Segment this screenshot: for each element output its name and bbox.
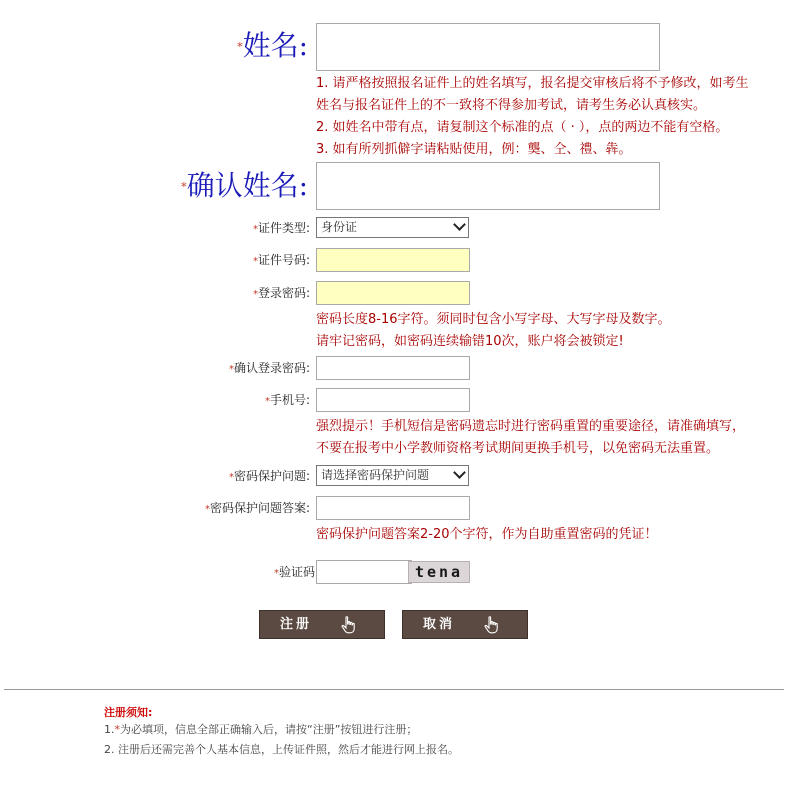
- password-note-1: 密码长度8-16字符。须同时包含小写字母、大写字母及数字。: [316, 312, 671, 327]
- password-label: [253, 285, 310, 303]
- captcha-image[interactable]: tena: [408, 561, 470, 583]
- required-mark: *: [264, 396, 270, 407]
- captcha-label-text: 验证码: [278, 565, 315, 579]
- id-number-label: [253, 252, 310, 270]
- id-type-label-text: 证件类型:: [257, 221, 310, 235]
- captcha-label: [274, 564, 315, 582]
- security-question-selected: 请选择密码保护问题: [321, 468, 430, 482]
- security-answer-label: [205, 500, 310, 518]
- id-type-selected: 身份证: [321, 220, 358, 234]
- pointer-hand-icon: [483, 616, 499, 634]
- id-type-label: [253, 220, 310, 238]
- required-mark: *: [114, 723, 120, 736]
- cancel-button-label: 取消: [423, 617, 456, 632]
- required-mark: *: [228, 364, 234, 375]
- security-question-select[interactable]: [316, 465, 469, 486]
- security-answer-note: 密码保护问题答案2-20个字符，作为自助重置密码的凭证！: [316, 527, 658, 542]
- name-note-2: 姓名与报名证件上的不一致将不得参加考试，请考生务必认真核实。: [316, 98, 707, 113]
- confirm-password-label-text: 确认登录密码:: [233, 361, 310, 375]
- footer-line-1-text: 为必填项，信息全部正确输入后，请按“注册”按钮进行注册；: [120, 723, 418, 736]
- password-label-text: 登录密码:: [257, 286, 310, 300]
- chevron-down-icon: [453, 466, 466, 479]
- name-label-text: 姓名:: [242, 29, 308, 62]
- required-mark: *: [252, 256, 258, 267]
- name-note-3: 2. 如姓名中带有点，请复制这个标准的点（ · ），点的两边不能有空格。: [316, 120, 729, 135]
- id-number-label-text: 证件号码:: [257, 253, 310, 267]
- name-note-1: 1. 请严格按照报名证件上的姓名填写，报名提交审核后将不予修改，如考生: [316, 76, 749, 91]
- id-number-input[interactable]: [316, 248, 470, 272]
- security-answer-label-text: 密码保护问题答案:: [209, 501, 310, 515]
- register-button[interactable]: [259, 610, 385, 639]
- cancel-button[interactable]: [402, 610, 528, 639]
- id-type-select[interactable]: [316, 217, 469, 238]
- phone-label: [265, 392, 310, 410]
- phone-label-text: 手机号:: [269, 393, 310, 407]
- confirm-name-label: [181, 169, 308, 205]
- phone-note-2: 不要在报考中小学教师资格考试期间更换手机号，以免密码无法重置。: [316, 441, 720, 456]
- required-mark: *: [273, 568, 279, 579]
- confirm-name-input[interactable]: [316, 162, 660, 210]
- footer-title: 注册须知:: [104, 706, 153, 719]
- captcha-input[interactable]: [316, 560, 412, 584]
- phone-input[interactable]: [316, 388, 470, 412]
- required-mark: *: [252, 224, 258, 235]
- register-button-label: 注册: [280, 617, 313, 632]
- password-input[interactable]: [316, 281, 470, 305]
- required-mark: *: [204, 504, 210, 515]
- footer-divider: [4, 689, 784, 690]
- required-mark: *: [237, 40, 243, 54]
- name-note-4: 3. 如有所列抓僻字请粘贴使用，例：龑、仝、禮、犇。: [316, 142, 632, 157]
- name-label: [237, 29, 308, 65]
- footer-line-1: [104, 721, 417, 737]
- password-note-2: 请牢记密码，如密码连续输错10次，账户将会被锁定!: [316, 334, 624, 349]
- confirm-name-label-text: 确认姓名:: [186, 169, 308, 202]
- confirm-password-label: [229, 360, 310, 378]
- pointer-hand-icon: [340, 616, 356, 634]
- footer-line-2: 2. 注册后还需完善个人基本信息，上传证件照，然后才能进行网上报名。: [104, 743, 459, 756]
- security-answer-input[interactable]: [316, 496, 470, 520]
- name-input[interactable]: [316, 23, 660, 71]
- required-mark: *: [181, 180, 187, 194]
- required-mark: *: [228, 472, 234, 483]
- phone-note-1: 强烈提示！手机短信是密码遗忘时进行密码重置的重要途径，请准确填写，: [316, 419, 746, 434]
- security-question-label: [229, 468, 310, 486]
- footer-line-1-prefix: 1.: [104, 723, 115, 736]
- security-question-label-text: 密码保护问题:: [233, 469, 310, 483]
- required-mark: *: [252, 289, 258, 300]
- confirm-password-input[interactable]: [316, 356, 470, 380]
- chevron-down-icon: [453, 218, 466, 231]
